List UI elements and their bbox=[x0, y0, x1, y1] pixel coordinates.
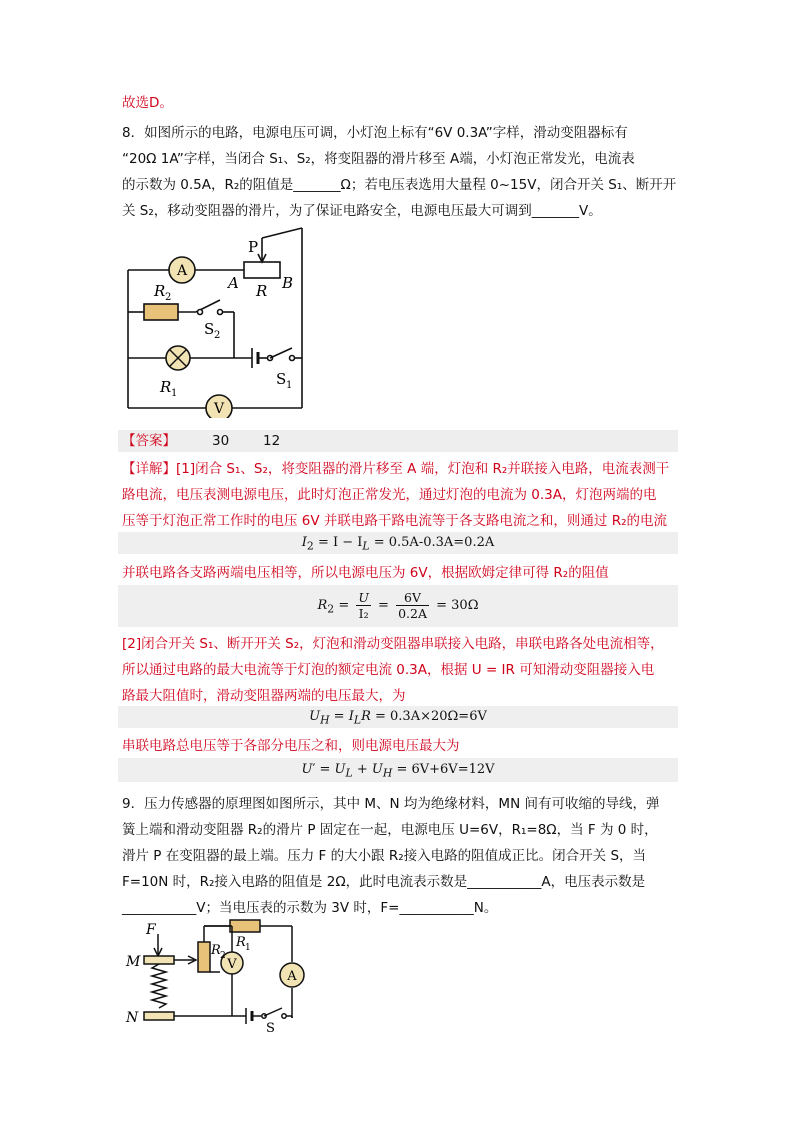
formula-4-band bbox=[118, 758, 678, 782]
formula-2: $R_2$ = $\frac{U}{\text{I₂}}$ = $\frac{6V}{0.2A}$ = 30Ω bbox=[317, 590, 479, 621]
q8-s1-subscript: 1 bbox=[286, 380, 293, 391]
q8-s1-label: S bbox=[276, 370, 287, 388]
formula-4-result: = 6V+6V=12V bbox=[396, 762, 495, 777]
q8-circuit-diagram bbox=[118, 222, 318, 418]
q8-r1-label: R bbox=[160, 378, 172, 396]
q9-r2-label: R bbox=[211, 943, 221, 958]
answer-value-2: 12 bbox=[263, 433, 281, 449]
formula-2-result: = 30Ω bbox=[436, 598, 479, 613]
answer-value-1: 30 bbox=[212, 433, 230, 449]
q9-circuit-diagram bbox=[120, 914, 320, 1034]
formula-1-result: = 0.5A-0.3A=0.2A bbox=[373, 535, 495, 550]
q8-s2-label: S bbox=[204, 320, 215, 338]
formula-3-result: = 0.3A×20Ω=6V bbox=[375, 709, 487, 724]
q9-r1-label: R bbox=[236, 935, 246, 950]
formula-1-band bbox=[118, 532, 678, 554]
q8-r2-label: R bbox=[154, 282, 166, 300]
q9-m-label: M bbox=[126, 954, 141, 970]
fraction-a-denominator: I₂ bbox=[358, 606, 369, 621]
q9-text-line-4: F=10N 时，R₂接入电路的阻值是 2Ω，此时电流表示数是___________A，电压表示数是 bbox=[122, 874, 646, 890]
formula-3: $U_H = I_LR = 0.3A\times 20\Omega=6V$ bbox=[309, 709, 487, 727]
q9-text-line-1: 9．压力传感器的原理图如图所示，其中 M、N 均为绝缘材料，MN 间有可收缩的导线，弹 bbox=[122, 796, 660, 812]
formula-2-band bbox=[118, 585, 678, 627]
q9-text-line-2: 簧上端和滑动变阻器 R₂的滑片 P 固定在一起，电源电压 U=6V，R₁=8Ω，当 F 为 0 时， bbox=[122, 822, 658, 838]
detail-2-line-1: [2]闭合开关 S₁、断开开关 S₂，灯泡和滑动变阻器串联接入电路，串联电路各处电流相等， bbox=[122, 636, 664, 652]
q8-text-line-3: 的示数为 0.5A，R₂的阻值是_______Ω；若电压表选用大量程 0~15V，闭合开关 S₁、断开开 bbox=[122, 177, 677, 193]
q8-r1-subscript: 1 bbox=[171, 388, 178, 399]
q8-text-line-2: “20Ω 1A”字样，当闭合 S₁、S₂，将变阻器的滑片移至 A端，小灯泡正常发光，电流表 bbox=[122, 151, 635, 167]
formula-2-fraction-numeric bbox=[396, 590, 429, 621]
detail-2-line-2: 所以通过电路的最大电流等于灯泡的额定电流 0.3A，根据 U = IR 可知滑动变阻器接入电 bbox=[122, 662, 655, 678]
text-after-formula-3: 串联电路总电压等于各部分电压之和，则电源电压最大为 bbox=[122, 738, 460, 754]
q9-voltmeter-label: V bbox=[227, 957, 237, 972]
text-after-formula-1: 并联电路各支路两端电压相等，所以电源电压为 6V，根据欧姆定律可得 R₂的阻值 bbox=[122, 565, 609, 581]
detail-1-line-2: 路电流，电压表测电源电压，此时灯泡正常发光，通过灯泡的电流为 0.3A，灯泡两端的电 bbox=[122, 487, 657, 503]
formula-3-band bbox=[118, 706, 678, 728]
q8-end-b-label: B bbox=[282, 274, 294, 292]
detail-2-line-3: 路最大阻值时，滑动变阻器两端的电压最大，为 bbox=[122, 688, 406, 704]
q8-voltmeter-label: V bbox=[213, 401, 225, 417]
q8-end-a-label: A bbox=[228, 274, 239, 292]
detail-1-line-1: 【详解】[1]闭合 S₁、S₂，将变阻器的滑片移至 A 端，灯泡和 R₂并联接入电路，电流表测干 bbox=[122, 461, 670, 477]
q9-switch-label: S bbox=[266, 1021, 275, 1034]
formula-2-fraction-symbolic bbox=[356, 590, 371, 621]
q8-text-line-1: 8．如图所示的电路，电源电压可调，小灯泡上标有“6V 0.3A”字样，滑动变阻器标有 bbox=[122, 125, 628, 141]
q8-r2-subscript: 2 bbox=[165, 292, 172, 303]
q9-r2-subscript: 2 bbox=[220, 951, 226, 961]
fraction-b-denominator: 0.2A bbox=[398, 606, 427, 621]
q9-r1-subscript: 1 bbox=[245, 943, 251, 953]
q8-rheostat-label: R bbox=[256, 282, 268, 300]
q9-text-line-5: ___________V；当电压表的示数为 3V 时，F=___________N。 bbox=[122, 900, 498, 916]
fraction-a-numerator: U bbox=[358, 590, 369, 605]
formula-4: $U' = U_L + U_H = 6V+6V=12V$ bbox=[301, 762, 495, 780]
previous-answer-conclusion: 故选D。 bbox=[122, 95, 173, 111]
answer-row-background bbox=[118, 430, 678, 452]
q8-slider-label: P bbox=[248, 238, 259, 256]
answer-label: 【答案】 bbox=[122, 433, 176, 449]
q9-force-label: F bbox=[146, 922, 156, 938]
fraction-b-numerator: 6V bbox=[396, 590, 429, 606]
q8-s2-subscript: 2 bbox=[214, 330, 221, 341]
q9-n-label: N bbox=[126, 1010, 139, 1026]
q9-text-line-3: 滑片 P 在变阻器的最上端。压力 F 的大小跟 R₂接入电路的阻值成正比。闭合开关 S，当 bbox=[122, 848, 647, 864]
detail-1-line-3: 压等于灯泡正常工作时的电压 6V 并联电路干路电流等于各支路电流之和，则通过 R₂的电流 bbox=[122, 513, 667, 529]
formula-1: $I_2 = I - I_L = 0.5A-0.3A=0.2A$ bbox=[301, 535, 495, 553]
q9-ammeter-label: A bbox=[287, 969, 297, 984]
formula-1-middle: = I − I bbox=[317, 535, 363, 550]
q8-text-line-4: 关 S₂，移动变阻器的滑片，为了保证电路安全，电源电压最大可调到_______V。 bbox=[122, 203, 602, 219]
q8-ammeter-label: A bbox=[176, 263, 188, 279]
